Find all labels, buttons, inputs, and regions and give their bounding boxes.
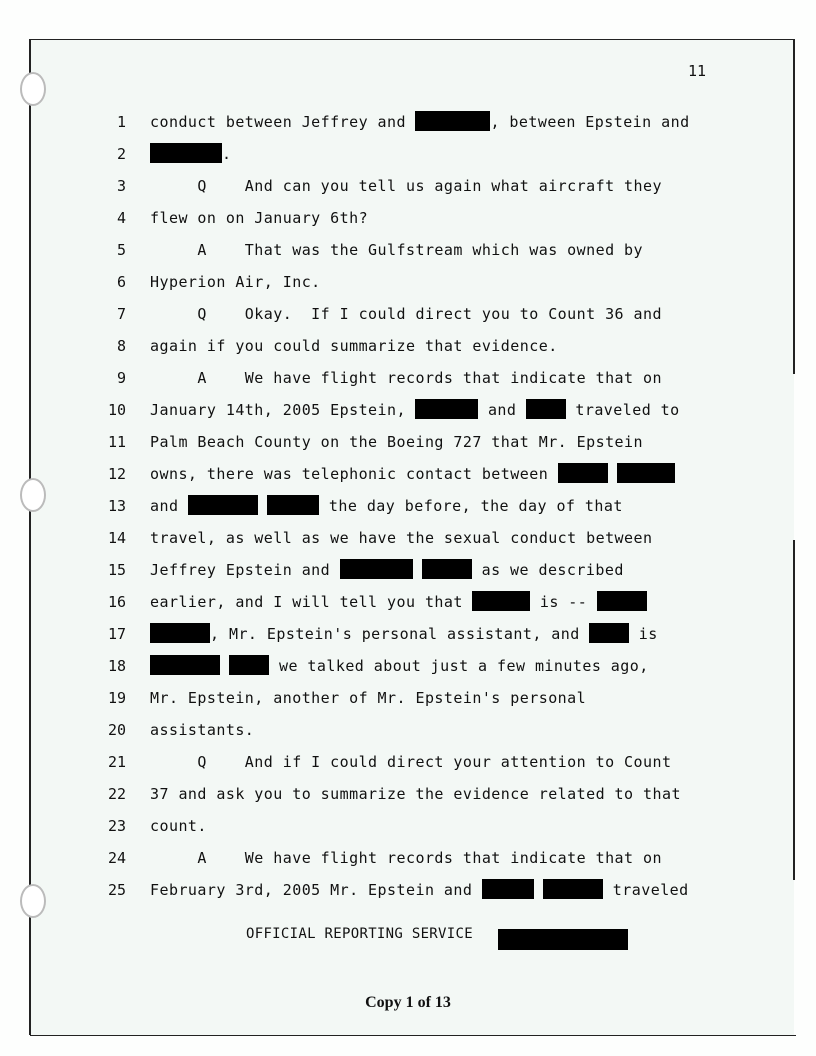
line-text-segment: Q And if I could direct your attention to Count: [150, 753, 672, 771]
line-text-segment: Mr. Epstein, another of Mr. Epstein's personal: [150, 689, 587, 707]
line-text-segment: February 3rd, 2005 Mr. Epstein and: [150, 881, 482, 899]
redaction-box: [150, 143, 222, 163]
line-text: [150, 234, 643, 266]
line-number: 16: [107, 593, 126, 611]
transcript-line: [100, 618, 780, 650]
line-text-segment: we talked about just a few minutes ago,: [269, 657, 649, 675]
line-text: [150, 202, 368, 234]
line-number: 21: [107, 753, 126, 771]
line-text-segment: traveled: [603, 881, 689, 899]
line-text: [150, 106, 690, 138]
line-text-segment: flew on on January 6th?: [150, 209, 369, 227]
page-border-bottom: [30, 1035, 796, 1036]
line-text-segment: count.: [150, 817, 207, 835]
punch-hole: [20, 72, 46, 106]
line-text-segment: and: [150, 497, 188, 515]
line-text-segment: , Mr. Epstein's personal assistant, and: [210, 625, 590, 643]
line-text-segment: , between Epstein and: [490, 113, 690, 131]
line-text-segment: is: [629, 625, 658, 643]
redaction-box: [482, 879, 534, 899]
line-text: [150, 714, 254, 746]
line-text-segment: January 14th, 2005 Epstein,: [150, 401, 416, 419]
line-text-segment: A That was the Gulfstream which was owned by: [150, 241, 643, 259]
line-text-segment: travel, as well as we have the sexual conduct between: [150, 529, 653, 547]
line-text: [150, 554, 624, 586]
line-text: [150, 362, 662, 394]
line-text-segment: A We have flight records that indicate that on: [150, 849, 662, 867]
transcript-line: [100, 650, 780, 682]
redaction-box: [267, 495, 319, 515]
line-number: 14: [107, 529, 126, 547]
line-number: 1: [116, 113, 126, 131]
line-number: 15: [107, 561, 126, 579]
line-text: [150, 842, 662, 874]
page-border-right-lower: [793, 540, 795, 880]
punch-hole: [20, 478, 46, 512]
line-number: 22: [107, 785, 126, 803]
line-text: [150, 650, 649, 682]
transcript-line: [100, 490, 780, 522]
line-text-segment: .: [222, 145, 232, 163]
line-text-segment: assistants.: [150, 721, 255, 739]
redaction-box: [617, 463, 675, 483]
line-number: 5: [116, 241, 126, 259]
line-number: 8: [116, 337, 126, 355]
transcript-lines: [100, 106, 780, 906]
redaction-box: [498, 929, 628, 950]
redaction-box: [150, 655, 220, 675]
line-text-segment: Palm Beach County on the Boeing 727 that Mr. Epstein: [150, 433, 643, 451]
redaction-box: [422, 559, 472, 579]
line-number: 23: [107, 817, 126, 835]
line-text: [150, 330, 558, 362]
line-text-segment: [220, 657, 229, 675]
line-text-segment: owns, there was telephonic contact between: [150, 465, 558, 483]
redaction-box: [340, 559, 413, 579]
redaction-box: [229, 655, 269, 675]
redaction-box: [543, 879, 603, 899]
line-number: 20: [107, 721, 126, 739]
line-number: 4: [116, 209, 126, 227]
line-text-segment: Hyperion Air, Inc.: [150, 273, 321, 291]
transcript-line: [100, 682, 780, 714]
transcript-line: [100, 106, 780, 138]
line-text-segment: the day before, the day of that: [319, 497, 623, 515]
transcript-line: [100, 874, 780, 906]
line-text: [150, 394, 680, 426]
line-text-segment: [258, 497, 267, 515]
page-border-right: [793, 39, 795, 374]
redaction-box: [415, 399, 478, 419]
transcript-line: [100, 458, 780, 490]
line-text: [150, 298, 662, 330]
line-text-segment: Jeffrey Epstein and: [150, 561, 340, 579]
line-text: [150, 522, 652, 554]
transcript-line: [100, 426, 780, 458]
transcript-line: [100, 266, 780, 298]
redaction-box: [589, 623, 629, 643]
transcript-line: [100, 330, 780, 362]
line-text: [150, 618, 658, 650]
line-text: [150, 778, 681, 810]
line-number: 2: [116, 145, 126, 163]
line-number: 17: [107, 625, 126, 643]
punch-hole: [20, 884, 46, 918]
page-border-top: [30, 39, 794, 40]
line-number: 11: [107, 433, 126, 451]
redaction-box: [188, 495, 258, 515]
transcript-line: [100, 810, 780, 842]
page-number: 11: [688, 62, 707, 80]
transcript-line: [100, 778, 780, 810]
line-text-segment: 37 and ask you to summarize the evidence related to that: [150, 785, 681, 803]
line-text-segment: is --: [530, 593, 597, 611]
line-text: [150, 426, 643, 458]
line-text: [150, 810, 207, 842]
line-text-segment: conduct between Jeffrey and: [150, 113, 416, 131]
line-text: [150, 586, 647, 618]
line-number: 3: [116, 177, 126, 195]
line-text-segment: as we described: [472, 561, 624, 579]
line-number: 12: [107, 465, 126, 483]
transcript-line: [100, 170, 780, 202]
line-number: 7: [116, 305, 126, 323]
transcript-line: [100, 298, 780, 330]
line-text-segment: again if you could summarize that evidence.: [150, 337, 558, 355]
transcript-line: [100, 394, 780, 426]
line-text: [150, 682, 586, 714]
transcript-line: [100, 714, 780, 746]
copy-label: Copy 1 of 13: [365, 994, 451, 1011]
transcript-line: [100, 522, 780, 554]
line-text-segment: and: [478, 401, 526, 419]
transcript-line: [100, 586, 780, 618]
line-text-segment: [534, 881, 543, 899]
line-number: 9: [116, 369, 126, 387]
line-text-segment: traveled to: [565, 401, 680, 419]
line-text-segment: [413, 561, 422, 579]
redaction-box: [526, 399, 566, 419]
line-number: 13: [107, 497, 126, 515]
transcript-line: [100, 202, 780, 234]
line-text-segment: Q And can you tell us again what aircraft they: [150, 177, 662, 195]
line-number: 25: [107, 881, 126, 899]
line-text-segment: earlier, and I will tell you that: [150, 593, 473, 611]
redaction-box: [150, 623, 210, 643]
line-text: [150, 138, 231, 170]
line-number: 18: [107, 657, 126, 675]
line-text: [150, 874, 689, 906]
line-text-segment: Q Okay. If I could direct you to Count 36 and: [150, 305, 662, 323]
transcript-line: [100, 746, 780, 778]
transcript-line: [100, 138, 780, 170]
line-text: [150, 170, 662, 202]
line-number: 19: [107, 689, 126, 707]
line-text: [150, 746, 671, 778]
redaction-box: [415, 111, 490, 131]
redaction-box: [597, 591, 647, 611]
line-text-segment: [608, 465, 617, 483]
redaction-box: [472, 591, 530, 611]
line-number: 6: [116, 273, 126, 291]
line-text: [150, 266, 321, 298]
transcript-line: [100, 362, 780, 394]
line-text-segment: A We have flight records that indicate that on: [150, 369, 662, 387]
transcript-line: [100, 842, 780, 874]
footer-text: OFFICIAL REPORTING SERVICE: [246, 926, 473, 942]
line-text: [150, 490, 623, 522]
transcript-line: [100, 554, 780, 586]
line-text: [150, 458, 675, 490]
transcript-line: [100, 234, 780, 266]
line-number: 24: [107, 849, 126, 867]
line-number: 10: [107, 401, 126, 419]
redaction-box: [558, 463, 608, 483]
